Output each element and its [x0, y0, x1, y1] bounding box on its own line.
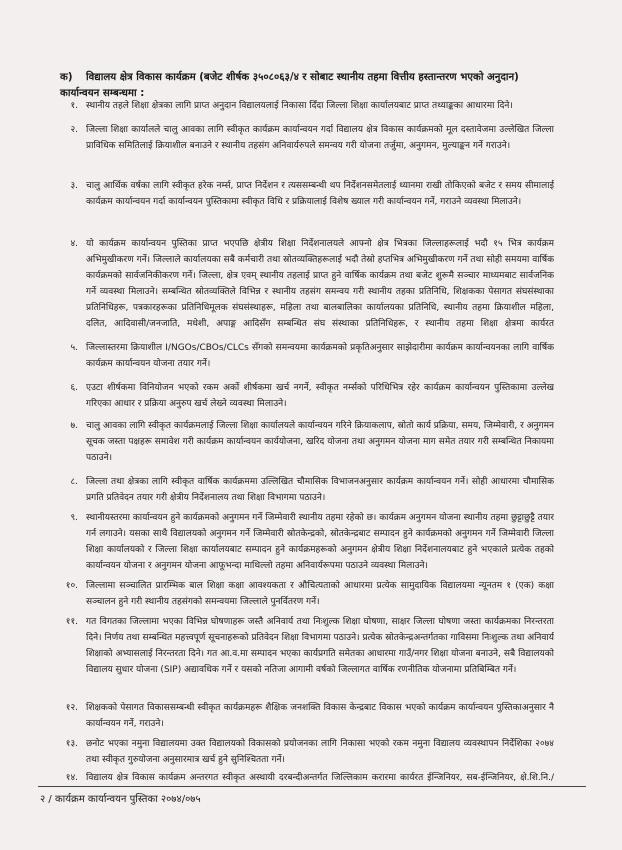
list-item: चालु आर्थिक वर्षका लागि स्वीकृत हरेक नर्म्स, प्राप्त निर्देशन र त्यससम्बन्धी थप निर्देशनसमेतलाई ध्यानमा राखी तोकिएको बजेट र समय सीमालाई कार्यक्रम कार्यान्वयन गर्दा कार्यान्वयन पुस्तिकामा स्वीकृत विधि र प्रक्रियालाई विशेष ख्याल गरी कार्यान्वयन गर्ने, गराउने व्यवस्था मिलाउने। [86, 181, 554, 207]
page-number: २ [40, 794, 46, 805]
item-number: ७. [70, 421, 78, 431]
item-number: ५. [70, 343, 78, 353]
list-item: जिल्लास्तरमा क्रियाशील I/NGOs/CBOs/CLCs सँगको समन्वयमा कार्यक्रमको प्रकृतिअनुसार साझेदारीमा कार्यक्रम कार्यान्वयनका लागि वार्षिक कार्यक्रम कार्यान्वयन योजना तयार गर्ने। [86, 343, 554, 369]
section-label: क) [60, 72, 73, 83]
item-number: ६. [70, 383, 78, 393]
list-item: एउटा शीर्षकमा विनियोजन भएको रकम अर्को शीर्षकमा खर्च नगर्ने, स्वीकृत नर्म्सको परिधिभित्र रहेर कार्यक्रम कार्यान्वयन पुस्तिकामा उल्लेख गरिएका आधार र प्रक्रिया अनुरुप खर्च लेख्ने व्यवस्था मिलाउने। [86, 383, 554, 409]
item-number: १३. [65, 739, 78, 749]
footer-title: कार्यक्रम कार्यान्वयन पुस्तिका २०७४/०७५ [54, 794, 201, 805]
footer-separator: / [48, 794, 55, 805]
item-number: ९. [70, 513, 78, 523]
page-footer [40, 792, 201, 808]
footer-divider [38, 786, 586, 787]
list-item: चालु आवका लागि स्वीकृत कार्यक्रमलाई जिल्ला शिक्षा कार्यालयले कार्यान्वयन गरिने क्रियाकलाप, स्रोतो कार्य प्रक्रिया, समय, जिम्मेवारी, र अनुगमन सूचक जस्ता पक्षहरू समावेश गरी कार्यक्रम कार्यान्वयन कार्ययोजना, खरिद योजना तथा अनुगमन योजना माग समेत तयार गरी सम्बन्धित निकायमा पठाउने। [86, 421, 554, 463]
item-number: ८. [70, 477, 78, 487]
item-number: १४. [65, 773, 78, 783]
item-number: १०. [65, 581, 78, 591]
section-title: विद्यालय क्षेत्र विकास कार्यक्रम (बजेट शीर्षक ३५०८०६३/४ र सोबाट स्थानीय तहमा वित्तीय हस्तान्तरण भएको अनुदान) कार्यान्वयन सम्बन्धमा : [60, 72, 519, 99]
item-number: ३. [70, 181, 78, 191]
list-item: विद्यालय क्षेत्र विकास कार्यक्रम अन्तरगत स्वीकृत अस्थायी दरबन्दीअन्तर्गत जिल्लिकाम करारमा कार्यरत ईन्जिनियर, सब-ईन्जिनियर, क्षे.शि.नि./ [86, 773, 554, 783]
list-item: स्थानीयस्तरमा कार्यान्वयन हुने कार्यक्रमको अनुगमन गर्ने जिम्मेवारी स्थानीय तहमा रहेको छ। कार्यक्रम अनुगमन योजना स्थानीय तहमा छुट्टाछुट्टै तयार गर्न लगाउने। यसका साथै विद्यालयको अनुगमन गर्ने जिम्मेवारी स्रोतकेन्द्रको, स्रोतकेन्द्रबाट सम्पादन हुने कार्यक्रमको अनुगमन गर्ने जिम्मेवारी जिल्ला शिक्षा कार्यालयको र जिल्ला शिक्षा कार्यालयबाट सम्पादन हुने कार्यक्रमहरूको अनुगमन क्षेत्रीय शिक्षा निर्देशनालयबाट हुने भएकाले प्रत्येक तहको कार्यान्वयन योजना र अनुगमन योजना आफूभन्दा माथिल्लो तहमा अनिवार्यरूपमा पठाउने व्यवस्था मिलाउने। [86, 513, 554, 571]
item-number: १. [70, 101, 78, 111]
item-number: ११. [65, 617, 78, 627]
list-item: स्थानीय तहले शिक्षा क्षेत्रका लागि प्राप्त अनुदान विद्यालयलाई निकासा दिँदा जिल्ला शिक्षा कार्यालयबाट प्राप्त तथ्याङ्कका आधारमा दिने। [86, 101, 513, 111]
list-item: यो कार्यक्रम कार्यान्वयन पुस्तिका प्राप्त भएपछि क्षेत्रीय शिक्षा निर्देशनालयले आफ्नो क्षेत्र भित्रका जिल्लाहरूलाई भदौ १५ भित्र कार्यक्रम अभिमुखीकरण गर्ने। जिल्लाले कार्यालयका सबै कर्मचारी तथा स्रोतव्यक्तिहरूलाई भदौ तेस्रो हप्तभित्र अभिमुखीकरण गर्ने तथा सोही समयमा वार्षिक कार्यक्रमको सार्वजनिकीकरण गर्ने। जिल्ला, क्षेत्र एवम् स्थानीय तहलाई प्राप्त हुने वार्षिक कार्यक्रम तथा बजेट शुरूमै सञ्चार माध्यमबाट सार्वजनिक गर्ने व्यवस्था मिलाउने। सम्बन्धित स्रोतव्यक्तिले विभिन्न र स्थानीय तहसंग समन्वय गरी स्थानीय तहका प्रतिनिधि, शिक्षकका पेसागत संघसंस्थाका प्रतिनिधिहरू, पत्रकारहरूका प्रतिनिधिमूलक संघसंस्थाहरू, महिला तथा बालबालिका कार्यालयका प्रतिनिधि, स्थानीय तहमा क्रियाशील महिला, दलित, आदिवासी/जनजाति, मधेशी, अपाङ्ग आदिसँग सम्बन्धित संघ संस्थाका प्रतिनिधिहरू, र स्थानीय तहमा शिक्षा क्षेत्रमा कार्यरत [86, 239, 554, 329]
list-item: शिक्षकको पेसागत विकाससम्बन्धी स्वीकृत कार्यक्रमहरू शैक्षिक जनशक्ति विकास केन्द्रबाट विकास भएको कार्यक्रम कार्यान्वयन पुस्तिकाअनुसार नै कार्यान्वयन गर्ने, गराउने। [86, 703, 554, 729]
item-number: २. [70, 125, 78, 135]
list-item: जिल्लामा सञ्चालित प्रारम्भिक बाल शिक्षा कक्षा आवश्यकता र औचित्यताको आधारमा प्रत्येक सामुदायिक विद्यालयमा न्यूनतम १ (एक) कक्षा सञ्चालन हुने गरी स्थानीय तहसंगको समन्वयमा जिल्लाले पुनर्वितरण गर्ने। [86, 581, 554, 607]
item-number: ४. [70, 239, 78, 249]
list-item: छनोट भएका नमुना विद्यालयमा उक्त विद्यालयको विकासको प्रयोजनका लागि निकासा भएको रकम नमुना विद्यालय व्यवस्थापन निर्देशिका २०७४ तथा स्वीकृत गुरुयोजना अनुसारमात्र खर्च हुने सुनिश्चितता गर्ने। [86, 739, 554, 765]
list-item: जिल्ला तथा क्षेत्रका लागि स्वीकृत वार्षिक कार्यक्रममा उल्लिखित चौमासिक विभाजनअनुसार कार्यक्रम कार्यान्वयन गर्ने। सोही आधारमा चौमासिक प्रगति प्रतिवेदन तयार गरी क्षेत्रीय निर्देशनालय तथा शिक्षा विभागमा पठाउने। [86, 477, 554, 503]
list-item: जिल्ला शिक्षा कार्यालले चालु आवका लागि स्वीकृत कार्यक्रम कार्यान्वयन गर्दा विद्यालय क्षेत्र विकास कार्यक्रमको मूल दस्तावेजमा उल्लेखित जिल्ला प्राविधिक समितिलाई क्रियाशील बनाउने र स्थानीय तहसंग अनिवार्यरुपले समन्वय गरी योजना तर्जुमा, अनुगमन, मुल्याङ्कन गर्ने गराउने। [86, 125, 554, 151]
item-number: १२. [65, 703, 78, 713]
list-item: गत विगतका जिल्लामा भएका विभिन्न घोषणाहरू जस्तै अनिवार्य तथा निःशुल्क शिक्षा घोषणा, साक्षर जिल्ला घोषणा जस्ता कार्यक्रमका निरन्तरता दिने। निर्णय तथा सम्बन्धित महत्त्वपूर्ण सूचनाहरूको प्रतिवेदन शिक्षा विभागमा पठाउने। प्रत्येक स्रोतकेन्द्रअन्तर्गतका गाविसमा निःशुल्क तथा अनिवार्य शिक्षाको अभ्यासलाई निरन्तरता दिने। गत आ.व.मा सम्पादन भएका कार्यप्रगति समेतका आधारमा गाउँ/नगर शिक्षा योजना बनाउने, सबै विद्यालयको विद्यालय सुधार योजना (SIP) अद्यावधिक गर्ने र यसको नतिजा आगामी वर्षको जिल्लागत वार्षिक रणनीतिक योजनामा प्रतिबिम्बित गर्ने। [86, 617, 554, 675]
